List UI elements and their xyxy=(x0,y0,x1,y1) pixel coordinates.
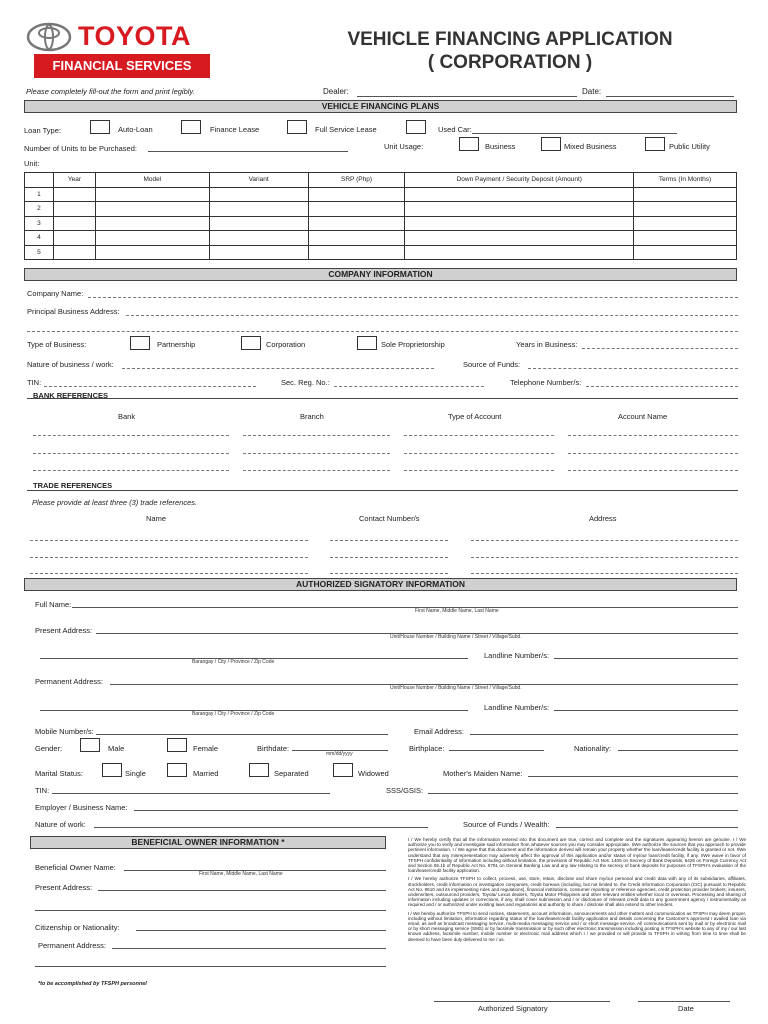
date-field[interactable] xyxy=(606,96,734,97)
terms-cell[interactable] xyxy=(634,187,737,202)
full-name-field[interactable] xyxy=(72,607,738,608)
table-row xyxy=(25,231,737,246)
signature-label: Authorized Signatory xyxy=(478,1004,548,1013)
account-type-field[interactable] xyxy=(404,435,554,436)
citizenship-field[interactable] xyxy=(136,930,386,931)
widowed-label: Widowed xyxy=(358,769,389,778)
used-car-checkbox[interactable] xyxy=(406,120,426,134)
principal-address-field[interactable] xyxy=(126,315,738,316)
year-cell[interactable] xyxy=(53,216,95,231)
female-checkbox[interactable] xyxy=(167,738,187,752)
dealer-field[interactable] xyxy=(357,96,577,97)
signatory-tin-field[interactable] xyxy=(52,793,330,794)
toyota-emblem-icon xyxy=(26,22,72,52)
branch-field[interactable] xyxy=(243,453,390,454)
full-name-label: Full Name: xyxy=(35,600,72,609)
variant-cell[interactable] xyxy=(209,231,308,246)
present-city-hint: Barangay / City / Province / Zip Code xyxy=(192,659,275,665)
nationality-label: Nationality: xyxy=(574,744,612,753)
year-cell[interactable] xyxy=(53,187,95,202)
nature-of-work-label: Nature of work: xyxy=(35,820,86,829)
variant-cell[interactable] xyxy=(209,187,308,202)
male-checkbox[interactable] xyxy=(80,738,100,752)
row-number: 2 xyxy=(25,202,54,217)
model-cell[interactable] xyxy=(95,202,209,217)
bank-col-account-type: Type of Account xyxy=(448,412,502,421)
form-title-line1: VEHICLE FINANCING APPLICATION xyxy=(347,29,673,50)
company-name-label: Company Name: xyxy=(27,289,84,298)
trade-note: Please provide at least three (3) trade references. xyxy=(32,498,198,507)
consent-block xyxy=(408,837,746,942)
years-in-business-field[interactable] xyxy=(582,348,738,349)
sss-field[interactable] xyxy=(428,793,738,794)
col-header-index xyxy=(25,173,54,188)
loan-type-label: Loan Type: xyxy=(24,126,61,135)
units-table xyxy=(24,172,737,260)
employer-field[interactable] xyxy=(134,810,738,811)
bank-col-branch: Branch xyxy=(300,412,324,421)
owner-present-address-label: Present Address: xyxy=(35,883,93,892)
down-payment-cell[interactable] xyxy=(405,245,634,260)
table-row xyxy=(25,202,737,217)
permanent-address-hint: Unit/House Number / Building Name / Street / Village/Subd. xyxy=(390,685,522,691)
units-table-header xyxy=(25,173,737,188)
units-purchased-field[interactable] xyxy=(148,151,348,152)
trade-address-field[interactable] xyxy=(471,540,738,541)
separated-checkbox[interactable] xyxy=(249,763,269,777)
corporation-label: Corporation xyxy=(266,340,306,349)
down-payment-cell[interactable] xyxy=(405,216,634,231)
trade-references-header xyxy=(27,479,738,491)
birthdate-hint: mm/dd/yyyy xyxy=(326,751,353,757)
birthplace-field[interactable] xyxy=(449,750,544,751)
model-cell[interactable] xyxy=(95,231,209,246)
full-service-lease-checkbox[interactable] xyxy=(287,120,307,134)
partnership-label: Partnership xyxy=(157,340,196,349)
section-header-company: COMPANY INFORMATION xyxy=(24,268,737,281)
units-purchased-label: Number of Units to be Purchased: xyxy=(24,144,137,153)
bank-field[interactable] xyxy=(33,435,229,436)
terms-cell[interactable] xyxy=(634,216,737,231)
signature-date-label: Date xyxy=(678,1004,694,1013)
sss-label: SSS/GSIS: xyxy=(386,786,424,795)
consent-paragraph-3: I / We hereby authorize TFSPH to send notices, statements, account information, announcements and other matters and communication as TFSPH may deem proper, including without limitation, information regarding status of the loan/lease/credit facility application and details concerning the Customer's approved / availed loan via email, as well as broadcast messaging service, multi-media messaging service and / or short message service. All communications sent by mail or by electronic mail or by short messaging service (SMS) or by facsimile transmission or by such other electronic transmission including posting in TFSPH's website to any of my / our last known address, facsimile number, mobile number or electronic mail address which I / we provided or will provide to TFSPH in writing from time to time shall be deemed to have been duly delivered to me / us. xyxy=(408,910,746,942)
signatory-tin-label: TIN: xyxy=(35,786,50,795)
auto-loan-checkbox[interactable] xyxy=(90,120,110,134)
brand-division: FINANCIAL SERVICES xyxy=(34,54,210,78)
principal-address-field-2[interactable] xyxy=(27,331,738,332)
section-header-signatory: AUTHORIZED SIGNATORY INFORMATION xyxy=(24,578,737,591)
present-address-label: Present Address: xyxy=(35,626,93,635)
srp-cell[interactable] xyxy=(308,245,405,260)
row-number: 4 xyxy=(25,231,54,246)
col-header-terms: Terms (In Months) xyxy=(634,173,737,188)
owner-permanent-address-label: Permanent Address: xyxy=(38,941,106,950)
srp-cell[interactable] xyxy=(308,187,405,202)
telephone-field[interactable] xyxy=(586,386,738,387)
nationality-field[interactable] xyxy=(618,750,738,751)
full-name-hint: First Name, Middle Name, Last Name xyxy=(415,608,499,614)
widowed-checkbox[interactable] xyxy=(333,763,353,777)
section-header-plans: VEHICLE FINANCING PLANS xyxy=(24,100,737,113)
date-label: Date: xyxy=(582,87,602,96)
public-utility-checkbox[interactable] xyxy=(645,137,665,151)
branch-field[interactable] xyxy=(243,470,390,471)
owner-permanent-address-field[interactable] xyxy=(112,948,386,949)
business-usage-checkbox[interactable] xyxy=(459,137,479,151)
table-row xyxy=(25,216,737,231)
col-header-srp: SRP (Php) xyxy=(308,173,405,188)
form-title-line2: ( CORPORATION ) xyxy=(427,52,593,73)
married-label: Married xyxy=(193,769,219,778)
variant-cell[interactable] xyxy=(209,202,308,217)
terms-cell[interactable] xyxy=(634,245,737,260)
instruction: Please completely fill-out the form and print legibly. xyxy=(26,87,195,96)
year-cell[interactable] xyxy=(53,245,95,260)
account-name-field[interactable] xyxy=(568,435,738,436)
section-header-beneficial: BENEFICIAL OWNER INFORMATION * xyxy=(30,836,386,849)
row-number: 3 xyxy=(25,216,54,231)
account-type-field[interactable] xyxy=(404,470,554,471)
full-service-lease-label: Full Service Lease xyxy=(315,125,377,134)
nature-of-business-field[interactable] xyxy=(122,368,434,369)
signature-field[interactable] xyxy=(434,1001,610,1002)
present-landline-field[interactable] xyxy=(554,658,738,659)
sec-reg-label: Sec. Reg. No.: xyxy=(281,378,330,387)
down-payment-cell[interactable] xyxy=(405,202,634,217)
sole-proprietorship-checkbox[interactable] xyxy=(357,336,377,350)
maiden-name-field[interactable] xyxy=(528,776,738,777)
email-label: Email Address: xyxy=(414,727,465,736)
corporation-checkbox[interactable] xyxy=(241,336,261,350)
male-label: Male xyxy=(108,744,125,753)
permanent-address-label: Permanent Address: xyxy=(35,677,103,686)
permanent-landline-label: Landline Number/s: xyxy=(484,703,550,712)
variant-cell[interactable] xyxy=(209,216,308,231)
year-cell[interactable] xyxy=(53,231,95,246)
trade-col-contact: Contact Number/s xyxy=(359,514,420,523)
bank-col-bank: Bank xyxy=(118,412,136,421)
bank-references-header xyxy=(27,388,738,399)
trade-name-field[interactable] xyxy=(30,540,308,541)
table-row xyxy=(25,187,737,202)
source-of-funds-field[interactable] xyxy=(528,368,738,369)
trade-references-title: TRADE REFERENCES xyxy=(33,481,113,490)
mixed-business-checkbox[interactable] xyxy=(541,137,561,151)
female-label: Female xyxy=(193,744,219,753)
col-header-year: Year xyxy=(53,173,95,188)
nature-of-business-label: Nature of business / work: xyxy=(27,360,114,369)
company-name-field[interactable] xyxy=(88,297,738,298)
srp-cell[interactable] xyxy=(308,202,405,217)
owner-present-address-field-2[interactable] xyxy=(35,910,386,911)
trade-col-name: Name xyxy=(146,514,167,523)
trade-contact-field[interactable] xyxy=(330,573,448,574)
principal-address-label: Principal Business Address: xyxy=(27,307,120,316)
permanent-city-hint: Barangay / City / Province / Zip Code xyxy=(192,711,275,717)
finance-lease-checkbox[interactable] xyxy=(181,120,201,134)
model-cell[interactable] xyxy=(95,187,209,202)
trade-name-field[interactable] xyxy=(30,557,308,558)
trade-col-address: Address xyxy=(589,514,617,523)
account-name-field[interactable] xyxy=(568,470,738,471)
bank-field[interactable] xyxy=(33,470,229,471)
business-usage-label: Business xyxy=(485,142,516,151)
maiden-name-label: Mother's Maiden Name: xyxy=(443,769,523,778)
married-checkbox[interactable] xyxy=(167,763,187,777)
srp-cell[interactable] xyxy=(308,216,405,231)
terms-cell[interactable] xyxy=(634,231,737,246)
gender-label: Gender: xyxy=(35,744,63,753)
company-tin-field[interactable] xyxy=(44,386,256,387)
citizenship-label: Citizenship or Nationality: xyxy=(35,923,120,932)
bank-references-title: BANK REFERENCES xyxy=(33,391,109,400)
model-cell[interactable] xyxy=(95,216,209,231)
unit-label: Unit: xyxy=(24,159,40,168)
used-car-field[interactable] xyxy=(472,133,677,134)
year-cell[interactable] xyxy=(53,202,95,217)
down-payment-cell[interactable] xyxy=(405,187,634,202)
sole-proprietorship-label: Sole Proprietorship xyxy=(381,340,445,349)
mobile-field[interactable] xyxy=(96,734,388,735)
years-in-business-label: Years in Business: xyxy=(516,340,578,349)
trade-address-field[interactable] xyxy=(471,557,738,558)
present-address-hint: Unit/House Number / Building Name / Street / Village/Subd. xyxy=(390,634,522,640)
bank-col-account-name: Account Name xyxy=(618,412,668,421)
company-tin-label: TIN: xyxy=(27,378,42,387)
owner-name-hint: First Name, Middle Name, Last Name xyxy=(199,871,283,877)
finance-lease-label: Finance Lease xyxy=(210,125,260,134)
account-type-field[interactable] xyxy=(404,453,554,454)
trade-contact-field[interactable] xyxy=(330,557,448,558)
auto-loan-label: Auto-Loan xyxy=(118,125,153,134)
source-of-wealth-field[interactable] xyxy=(556,827,738,828)
birthplace-label: Birthplace: xyxy=(409,744,445,753)
toyota-logo xyxy=(26,20,216,82)
table-row xyxy=(25,245,737,260)
trade-address-field[interactable] xyxy=(471,573,738,574)
mobile-label: Mobile Number/s: xyxy=(35,727,94,736)
source-of-funds-label: Source of Funds: xyxy=(463,360,521,369)
terms-cell[interactable] xyxy=(634,202,737,217)
partnership-checkbox[interactable] xyxy=(130,336,150,350)
unit-usage-label: Unit Usage: xyxy=(384,142,424,151)
source-of-wealth-label: Source of Funds / Wealth: xyxy=(463,820,550,829)
col-header-down-payment: Down Payment / Security Deposit (Amount) xyxy=(405,173,634,188)
email-field[interactable] xyxy=(470,734,738,735)
consent-paragraph-1: I / We hereby certify that all the information entered into this document are true, correct and complete and the signatures appearing hereon are genuine. I / We authorize you to verify and investigate said information from whatever sources you may consider appropriate. I/We authorize the sources that you approach to provide pertinent information. I / We agree that this document and the information derived will remain your property whether the loan/lease/credit facility is granted or not. I/We understand that any misrepresentation may adversely affect the approval of this application and/or status of my/our loan/credit facility, if any. I/We waive in favor of TFSPH confidentiality of information including without limitation, the provisions of Republic Act Nos. 1405 on Secrecy of Bank Deposits, 6426 on Foreign Currency Act and Section 55.1b of Republic Act No. 8791 on General Banking Law and any law relating to the secrecy of bank deposits for purposes of TFSPH's evaluation of the loan/lease/credit facility application. xyxy=(408,837,746,874)
account-name-field[interactable] xyxy=(568,453,738,454)
owner-name-label: Beneficial Owner Name: xyxy=(35,863,116,872)
signature-date-field[interactable] xyxy=(638,1001,730,1002)
col-header-variant: Variant xyxy=(209,173,308,188)
present-landline-label: Landline Number/s: xyxy=(484,651,550,660)
owner-permanent-address-field-2[interactable] xyxy=(35,966,386,967)
col-header-model: Model xyxy=(95,173,209,188)
form-title xyxy=(300,28,720,74)
used-car-label: Used Car: xyxy=(438,125,472,134)
birthdate-label: Birthdate: xyxy=(257,744,290,753)
brand-name: TOYOTA xyxy=(78,21,192,51)
trade-contact-field[interactable] xyxy=(330,540,448,541)
telephone-label: Telephone Number/s: xyxy=(510,378,582,387)
permanent-landline-field[interactable] xyxy=(554,710,738,711)
single-checkbox[interactable] xyxy=(102,763,122,777)
nature-of-work-field[interactable] xyxy=(94,827,428,828)
row-number: 5 xyxy=(25,245,54,260)
marital-status-label: Marital Status: xyxy=(35,769,83,778)
type-of-business-label: Type of Business: xyxy=(27,340,87,349)
down-payment-cell[interactable] xyxy=(405,231,634,246)
branch-field[interactable] xyxy=(243,435,390,436)
variant-cell[interactable] xyxy=(209,245,308,260)
dealer-label: Dealer: xyxy=(323,87,349,96)
public-utility-label: Public Utility xyxy=(669,142,710,151)
sec-reg-field[interactable] xyxy=(334,386,484,387)
owner-present-address-field[interactable] xyxy=(98,890,386,891)
bank-field[interactable] xyxy=(33,453,229,454)
single-label: Single xyxy=(125,769,146,778)
beneficial-footnote: *to be accomplished by TFSPH personnel xyxy=(38,981,147,987)
model-cell[interactable] xyxy=(95,245,209,260)
srp-cell[interactable] xyxy=(308,231,405,246)
consent-paragraph-2: I / We hereby authorize TFSPH to collect, process, use, store, retain, disclose and share my/our personal and credit data with any of its subsidiaries, affiliates, stockholders, credit information or investigation companies, credit bureaus (including, but not limited to, the Credit Information Corporation (CIC) pursuant to Republic Act No. 9510 and its implementing rules and regulations), financial institutions, consumer reporting or reference agencies, credit protection provider brokers, insurers, underwriters, outsourced providers, Toyota/ Lexus dealers, Toyota Motor Philippines and other relevant entities whether local or overseas. Processing and sharing of information including updates or corrections, if any, shall cover submission and / or disclosure of relevant credit data to any government agency / instrumentality as required and / or authorized under existing laws and regulations and authority to share / disclose shall also extend to other lenders. xyxy=(408,876,746,908)
separated-label: Separated xyxy=(274,769,309,778)
row-number: 1 xyxy=(25,187,54,202)
trade-name-field[interactable] xyxy=(30,573,308,574)
employer-label: Employer / Business Name: xyxy=(35,803,128,812)
mixed-business-label: Mixed Business xyxy=(564,142,617,151)
